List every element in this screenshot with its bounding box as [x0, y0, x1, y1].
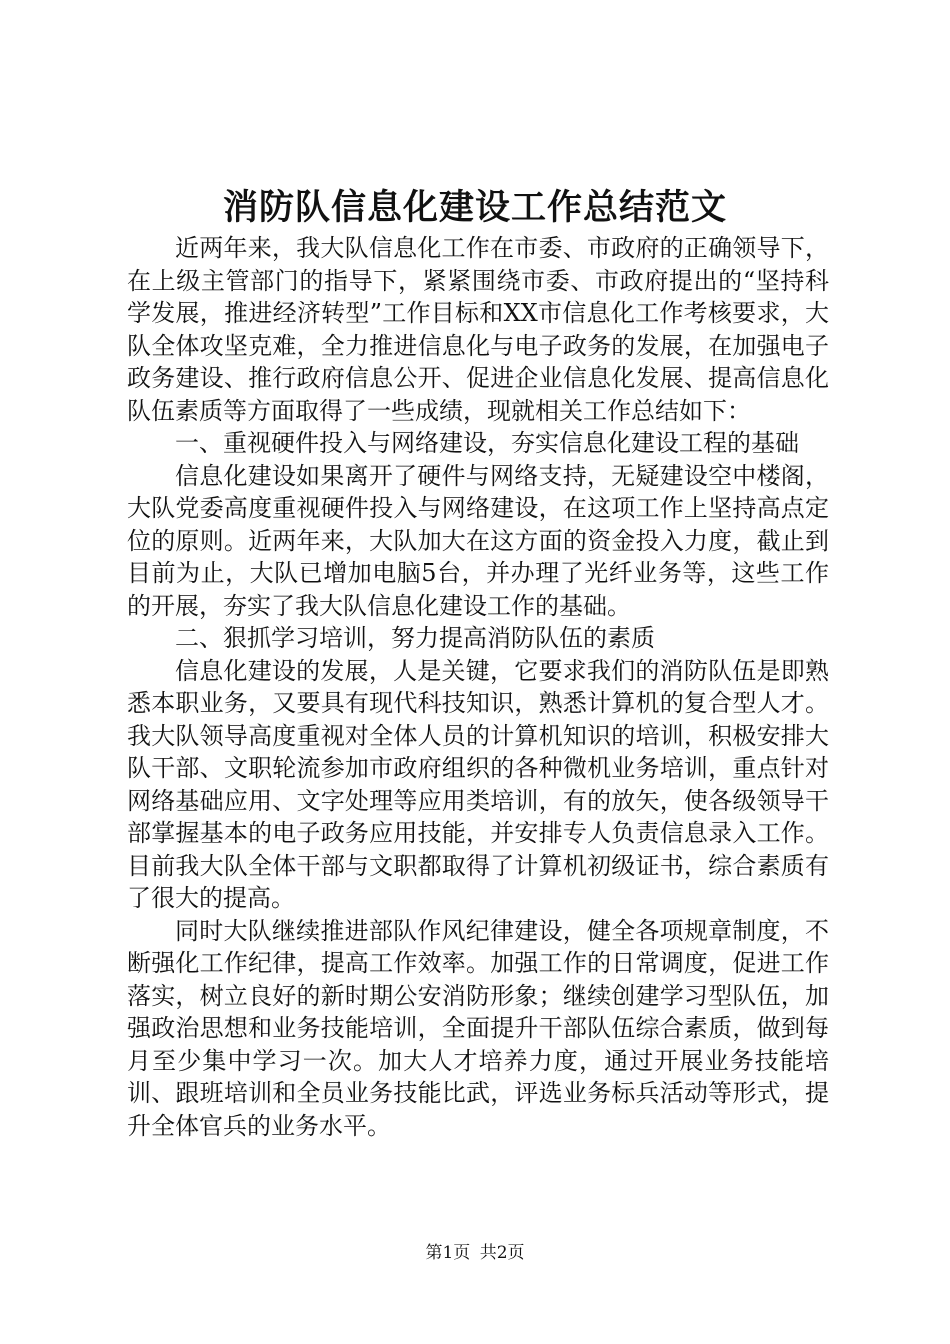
section-heading-2: 二、狠抓学习培训，努力提高消防队伍的素质 [175, 624, 655, 652]
section-heading-1: 一、重视硬件投入与网络建设，夯实信息化建设工程的基础 [175, 429, 799, 457]
section-2-paragraph-1: 信息化建设的发展，人是关键，它要求我们的消防队伍是即熟悉本职业务，又要具有现代科技知识，熟悉计算机的复合型人才。我大队领导高度重视对全体人员的计算机知识的培训，积极安排大队干部、文职轮流参加市政府组织的各种微机业务培训，重点针对网络基础应用、文字处理等应用类培训，有的放矢，使各级领导干部掌握基本的电子政务应用技能，并安排专人负责信息录入工作。目前我大队全体干部与文职都取得了计算机初级证书，综合素质有了很大的提高。 [127, 656, 829, 912]
document-body [127, 232, 829, 1142]
document-title: 消防队信息化建设工作总结范文 [222, 187, 727, 228]
section-2-paragraph-2: 同时大队继续推进部队作风纪律建设，健全各项规章制度，不断强化工作纪律，提高工作效率。加强工作的日常调度，促进工作落实，树立良好的新时期公安消防形象；继续创建学习型队伍，加强政治思想和业务技能培训，全面提升干部队伍综合素质，做到每月至少集中学习一次。加大人才培养力度，通过开展业务技能培训、跟班培训和全员业务技能比武，评选业务标兵活动等形式，提升全体官兵的业务水平。 [127, 916, 829, 1140]
intro-paragraph: 近两年来，我大队信息化工作在市委、市政府的正确领导下，在上级主管部门的指导下，紧紧围绕市委、市政府提出的“坚持科学发展，推进经济转型”工作目标和XX市信息化工作考核要求，大队全体攻坚克难，全力推进信息化与电子政务的发展，在加强电子政务建设、推行政府信息公开、促进企业信息化发展、提高信息化队伍素质等方面取得了一些成绩，现就相关工作总结如下： [127, 234, 829, 425]
section-1-paragraph: 信息化建设如果离开了硬件与网络支持，无疑建设空中楼阁，大队党委高度重视硬件投入与网络建设，在这项工作上坚持高点定位的原则。近两年来，大队加大在这方面的资金投入力度，截止到目前为止，大队已增加电脑5台，并办理了光纤业务等，这些工作的开展，夯实了我大队信息化建设工作的基础。 [127, 461, 829, 620]
page-footer: 第1页 共2页 [425, 1243, 525, 1263]
